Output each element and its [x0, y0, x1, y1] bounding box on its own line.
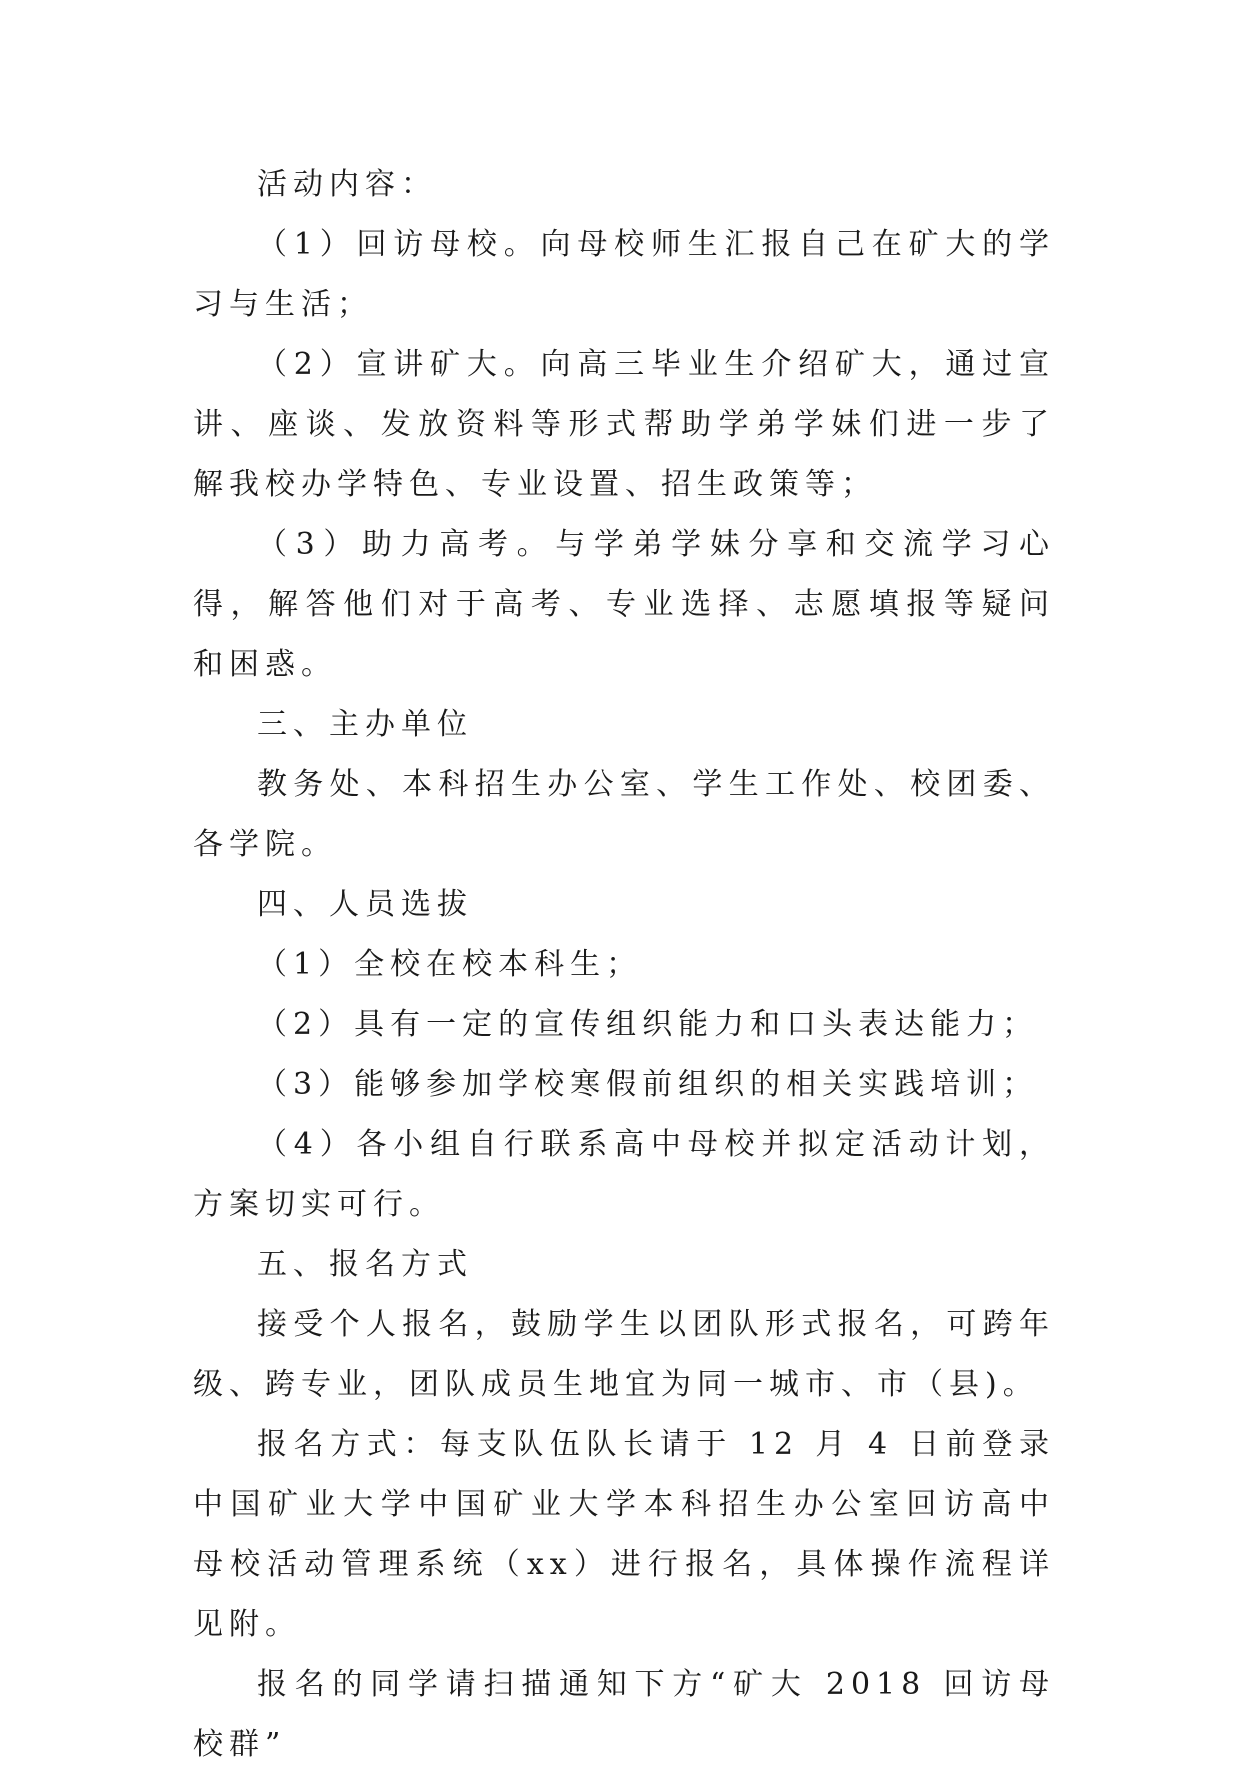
registration-text-3: 报名的同学请扫描通知下方“矿大 2018 回访母校群”: [193, 1667, 1055, 1762]
selection-item-4: （4）各小组自行联系高中母校并拟定活动计划，方案切实可行。: [193, 1127, 1055, 1222]
organizers-text: 教务处、本科招生办公室、学生工作处、校团委、各学院。: [193, 767, 1055, 862]
selection-item-1: （1）全校在校本科生；: [257, 947, 643, 982]
activity-item-3: （3）助力高考。与学弟学妹分享和交流学习心得，解答他们对于高考、专业选择、志愿填报等疑问和困惑。: [193, 527, 1055, 682]
activity-content-heading: 活动内容：: [257, 167, 437, 202]
section-heading-registration: 五、报名方式: [257, 1247, 473, 1282]
activity-item-2: （2）宣讲矿大。向高三毕业生介绍矿大，通过宣讲、座谈、发放资料等形式帮助学弟学妹们进一步了解我校办学特色、专业设置、招生政策等；: [193, 347, 1055, 502]
selection-item-2: （2）具有一定的宣传组织能力和口头表达能力；: [257, 1007, 1039, 1042]
registration-text-1: 接受个人报名，鼓励学生以团队形式报名，可跨年级、跨专业，团队成员生地宜为同一城市、市（县)。: [193, 1307, 1055, 1402]
section-heading-selection: 四、人员选拔: [257, 887, 473, 922]
section-heading-organizers: 三、主办单位: [257, 707, 473, 742]
registration-text-2: 报名方式：每支队伍队长请于 12 月 4 日前登录中国矿业大学中国矿业大学本科招生办公室回访高中母校活动管理系统（xx）进行报名，具体操作流程详见附。: [193, 1427, 1055, 1642]
activity-item-1: （1）回访母校。向母校师生汇报自己在矿大的学习与生活；: [193, 227, 1055, 322]
selection-item-3: （3）能够参加学校寒假前组织的相关实践培训；: [257, 1067, 1039, 1102]
document-body: [193, 155, 1055, 1775]
